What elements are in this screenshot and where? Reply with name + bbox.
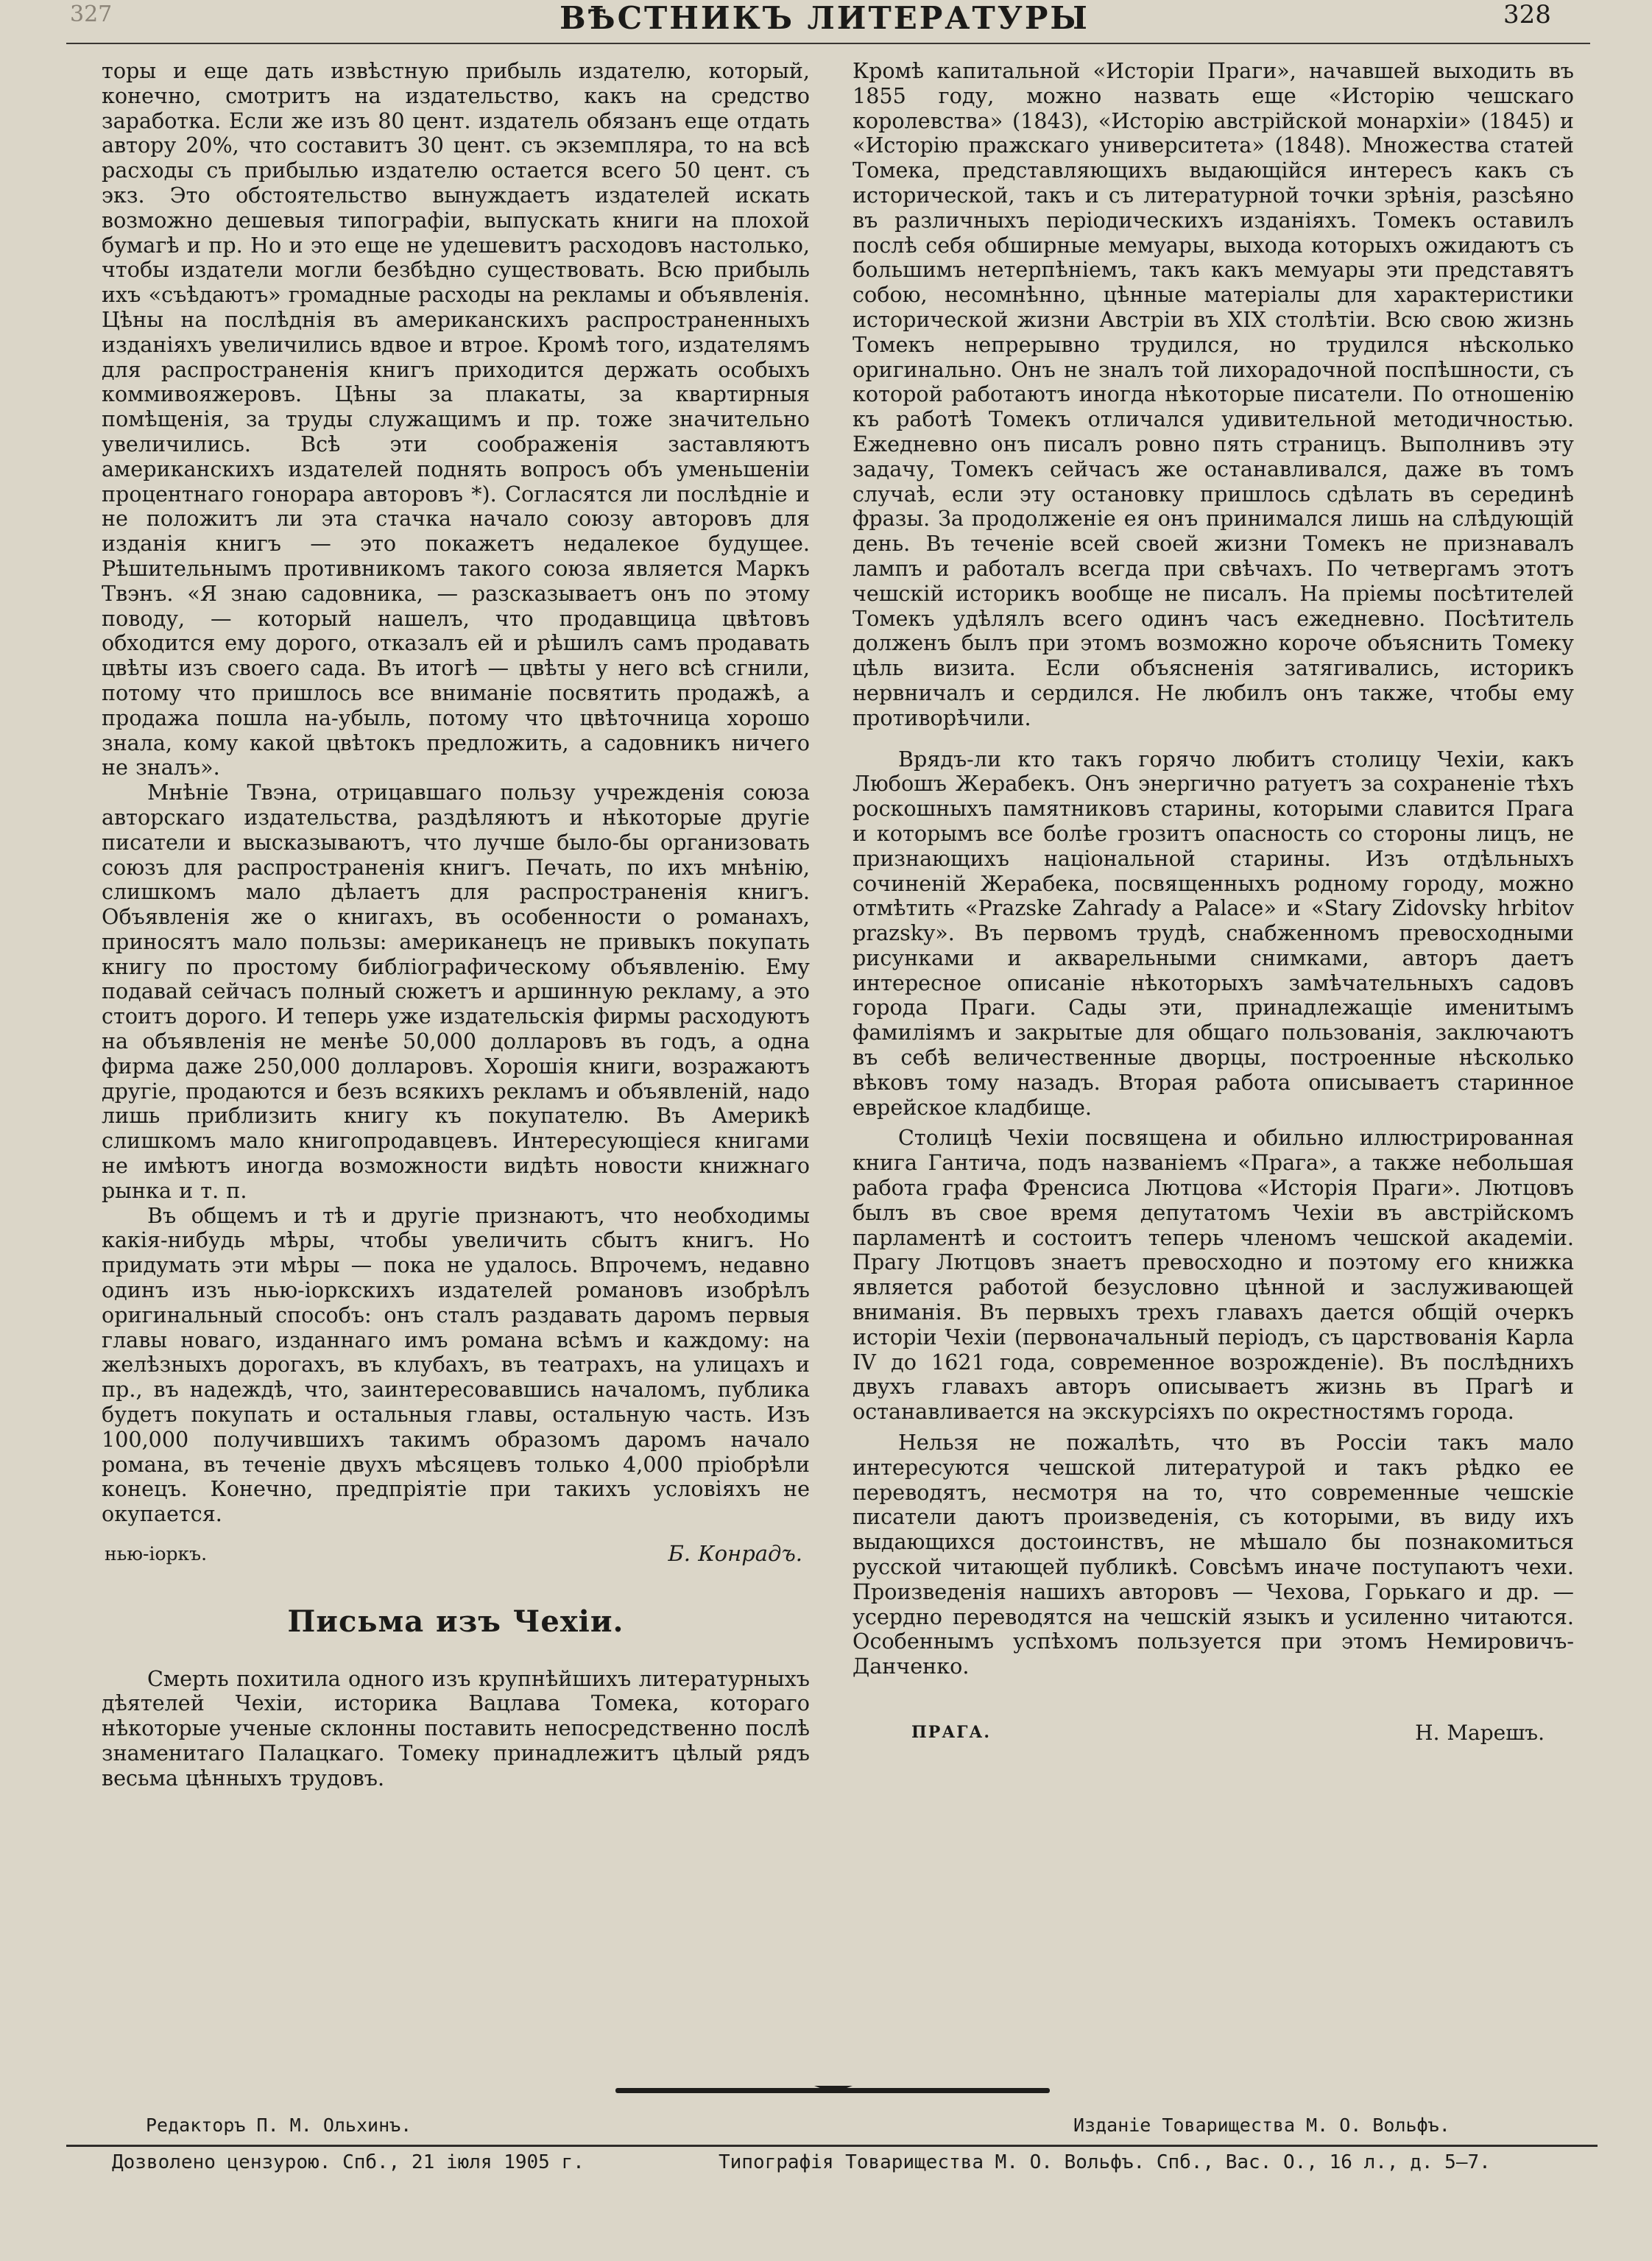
paragraph: Смерть похитила одного изъ крупнѣйшихъ литературныхъ дѣятелей Чехіи, историка Вацлава Томека, котораго нѣкоторые ученые склонны поставить непосредственно послѣ знаменитаго Палацкаго. Томеку принадлежитъ цѣлый рядъ весьма цѣнныхъ трудовъ. <box>102 1665 810 1791</box>
paragraph: Кромѣ капитальной «Исторіи Праги», начавшей выходить въ 1855 году, можно назвать еще «Исторію чешскаго королевства» (1843), «Исторію австрійской монархіи» (1845) и «Исторію пражскаго университета» (1848). Множества статей Томека, представляющихъ выдающійся интересъ какъ съ исторической, такъ и съ литературной точки зрѣнія, разсѣяно въ различныхъ періодическихъ изданіяхъ. Томекъ оставилъ послѣ себя обширные мемуары, выхода которыхъ ожидаютъ съ большимъ нетерпѣніемъ, такъ какъ мемуары эти представятъ собою, несомнѣнно, цѣнные матеріалы для характеристики исторической жизни Австріи въ XIX столѣтіи. Всю свою жизнь Томекъ непрерывно трудился, но трудился нѣсколько оригинально. Онъ не зналъ той лихорадочной поспѣшности, съ которой работаютъ иногда нѣкоторые писатели. По отношенію къ работѣ Томекъ отличался удивительной методичностью. Ежедневно онъ писалъ ровно пять страницъ. Выполнивъ эту задачу, Томекъ сейчасъ же останавливался, даже въ томъ случаѣ, если эту остановку пришлось сдѣлать въ серединѣ фразы. За продолженіе ея онъ принимался лишь на слѣдующій день. Въ теченіе всей своей жизни Томекъ не признавалъ лампъ и работалъ всегда при свѣчахъ. По четвергамъ этотъ чешскій историкъ вообще не писалъ. На пріемы посѣтителей Томекъ удѣлялъ всего одинъ часъ ежедневно. Посѣтитель долженъ былъ при этомъ возможно короче объяснить Томеку цѣль визита. Если объясненія затягивались, историкъ нервничалъ и сердился. Не любилъ онъ также, чтобы ему противорѣчили. <box>853 58 1574 730</box>
paragraph: Мнѣніе Твэна, отрицавшаго пользу учрежденія союза авторскаго издательства, раздѣляютъ и нѣкоторые другіе писатели и высказываютъ, что лучше было-бы организовать союзъ для распространенія книгъ. Печать, по ихъ мнѣнію, слишкомъ мало дѣлаетъ для распространенія книгъ. Объявленія же о книгахъ, въ особенности о романахъ, приносятъ мало пользы: американецъ не привыкъ покупать книгу по простому библіографическому объявленію. Ему подавай сейчасъ полный сюжетъ и аршинную рекламу, а это стоитъ дорого. И теперь уже издательскія фирмы расходуютъ на объявленія не менѣе 50,000 долларовъ въ годъ, а одна фирма даже 250,000 долларовъ. Хорошія книги, возражаютъ другіе, продаются и безъ всякихъ рекламъ и объявленій, надо лишь приблизить книгу къ покупателю. Въ Америкѣ слишкомъ мало книгопродавцевъ. Интересующіеся книгами не имѣютъ иногда возможности видѣть новости книжнаго рынка и т. п. <box>102 780 810 1203</box>
running-head-title: ВѢСТНИКЪ ЛИТЕРАТУРЫ <box>560 0 1090 36</box>
header-rule <box>66 43 1590 44</box>
signature-author: Н. Марешъ. <box>1415 1721 1545 1745</box>
page-number-right: 328 <box>1503 0 1551 29</box>
paragraph: торы и еще дать извѣстную прибыль издателю, который, конечно, смотритъ на издательство, какъ на средство заработка. Если же изъ 80 цент. издатель обязанъ еще отдать автору 20%, что составитъ 30 цент. съ экземпляра, то на всѣ расходы съ прибылью издателю остается всего 50 цент. съ экз. Это обстоятельство вынуждаетъ издателей искать возможно дешевыя типографіи, выпускать книги на плохой бумагѣ и пр. Но и это еще не удешевитъ расходовъ настолько, чтобы издатели могли безбѣдно существовать. Всю прибыль ихъ «съѣдаютъ» громадные расходы на рекламы и объявленія. Цѣны на послѣднія въ американскихъ распространенныхъ изданіяхъ увеличились вдвое и втрое. Кромѣ того, издателямъ для распространенія книгъ приходится держать особыхъ коммивояжеровъ. Цѣны за плакаты, за квартирныя помѣщенія, за труды служащимъ и пр. тоже значительно увеличились. Всѣ эти соображенія заставляютъ американскихъ издателей поднять вопросъ объ уменьшеніи процентнаго гонорара авторовъ *). Согласятся ли послѣдніе и не положитъ ли эта стачка начало союзу авторовъ для изданія книгъ — это покажетъ недалекое будущее. Рѣшительнымъ противникомъ такого союза является Маркъ Твэнъ. «Я знаю садовника, — разсказываетъ онъ по этому поводу, — который нашелъ, что продавщица цвѣтовъ обходится ему дорого, отказалъ ей и рѣшилъ самъ продавать цвѣты изъ своего сада. Въ итогѣ — цвѣты у него всѣ сгнили, потому что пришлось все вниманіе посвятить продажѣ, а продажа пошла на-убыль, потому что цвѣточница хорошо знала, кому какой цвѣтокъ предложить, а садовникъ ничего не зналъ». <box>102 58 810 780</box>
footer-publisher: Изданіе Товарищества М. О. Вольфъ. <box>1073 2114 1450 2136</box>
section-title: Письма изъ Чехіи. <box>287 1604 624 1639</box>
article-signature <box>102 1542 810 1567</box>
paragraph: Въ общемъ и тѣ и другіе признаютъ, что необходимы какія-нибудь мѣры, чтобы увеличить сбытъ книгъ. Но придумать эти мѣры — пока не удалось. Впрочемъ, недавно одинъ изъ нью-іоркскихъ издателей романовъ изобрѣлъ оригинальный способъ: онъ сталъ раздавать даромъ первыя главы новаго, изданнаго имъ романа всѣмъ и каждому: на желѣзныхъ дорогахъ, въ клубахъ, въ театрахъ, на улицахъ и пр., въ надеждѣ, что, заинтересовавшись началомъ, публика будетъ покупать и остальныя главы, остальную часть. Изъ 100,000 получившихъ такимъ образомъ даромъ начало романа, въ теченіе двухъ мѣсяцевъ только 4,000 пріобрѣли конецъ. Конечно, предпріятіе при такихъ условіяхъ не окупается. <box>102 1202 810 1527</box>
end-ornament-rule <box>615 2088 1050 2093</box>
footer-editor: Редакторъ П. М. Ольхинъ. <box>146 2114 412 2136</box>
footer-rule <box>66 2145 1598 2147</box>
paragraph: Нельзя не пожалѣть, что въ Россіи такъ мало интересуются чешской литературой и такъ рѣдко ее переводятъ, несмотря на то, что современные чешскіе писатели даютъ произведенія, съ которыми, въ виду ихъ выдающихся достоинствъ, не мѣшало бы познакомиться русской читающей публикѣ. Совсѣмъ иначе поступаютъ чехи. Произведенія нашихъ авторовъ — Чехова, Горькаго и др. — усердно переводятся на чешскій языкъ и усиленно читаются. Особеннымъ успѣхомъ пользуется при этомъ Немировичъ-Данченко. <box>853 1430 1574 1679</box>
article-signature <box>853 1721 1574 1746</box>
right-column <box>853 59 1574 1746</box>
signature-city: нью-іоркъ. <box>105 1543 208 1565</box>
footer-printer: Типографія Товарищества М. О. Вольфъ. Спб., Вас. О., 16 л., д. 5—7. <box>719 2151 1491 2173</box>
paragraph: Столицѣ Чехіи посвящена и обильно иллюстрированная книга Гантича, подъ названіемъ «Прага», а также небольшая работа графа Френсиса Лютцова «Исторія Праги». Лютцовъ былъ въ свое время депутатомъ Чехіи въ австрійскомъ парламентѣ и состоитъ теперь членомъ чешской академіи. Прагу Лютцовъ знаетъ превосходно и поэтому его книжка является работой безусловно цѣнной и заслуживающей вниманія. Въ первыхъ трехъ главахъ дается общій очеркъ исторіи Чехіи (первоначальный періодъ, съ царствованія Карла IV до 1621 года, современное возрожденіе). Въ послѣднихъ двухъ главахъ авторъ описываетъ жизнь въ Прагѣ и останавливается на экскурсіяхъ по окрестностямъ города. <box>853 1125 1574 1425</box>
footer-censorship-note: Дозволено цензурою. Спб., 21 іюля 1905 г. <box>112 2151 585 2173</box>
signature-author: Б. Конрадъ. <box>668 1541 802 1567</box>
paragraph: Врядъ-ли кто такъ горячо любитъ столицу Чехіи, какъ Любошъ Жерабекъ. Онъ энергично ратуетъ за сохраненіе тѣхъ роскошныхъ памятниковъ старины, которыми славится Прага и которымъ все болѣе грозитъ опасность со стороны лицъ, не признающихъ національной старины. Изъ отдѣльныхъ сочиненій Жерабека, посвященныхъ родному городу, можно отмѣтить «Prazske Zahrady a Palace» и «Stary Zidovsky hrbitov prazsky». Въ первомъ трудѣ, снабженномъ превосходными рисунками и акварельными снимками, авторъ даетъ интересное описаніе нѣкоторыхъ замѣчательныхъ садовъ города Праги. Сады эти, принадлежащіе именитымъ фамиліямъ и закрытые для общаго пользованія, заключаютъ въ себѣ величественные дворцы, построенные нѣсколько вѣковъ тому назадъ. Вторая работа описываетъ старинное еврейское кладбище. <box>853 746 1574 1120</box>
signature-city: ПРАГА. <box>911 1723 992 1742</box>
page-number-left: 327 <box>70 1 113 27</box>
left-column <box>102 59 810 1791</box>
